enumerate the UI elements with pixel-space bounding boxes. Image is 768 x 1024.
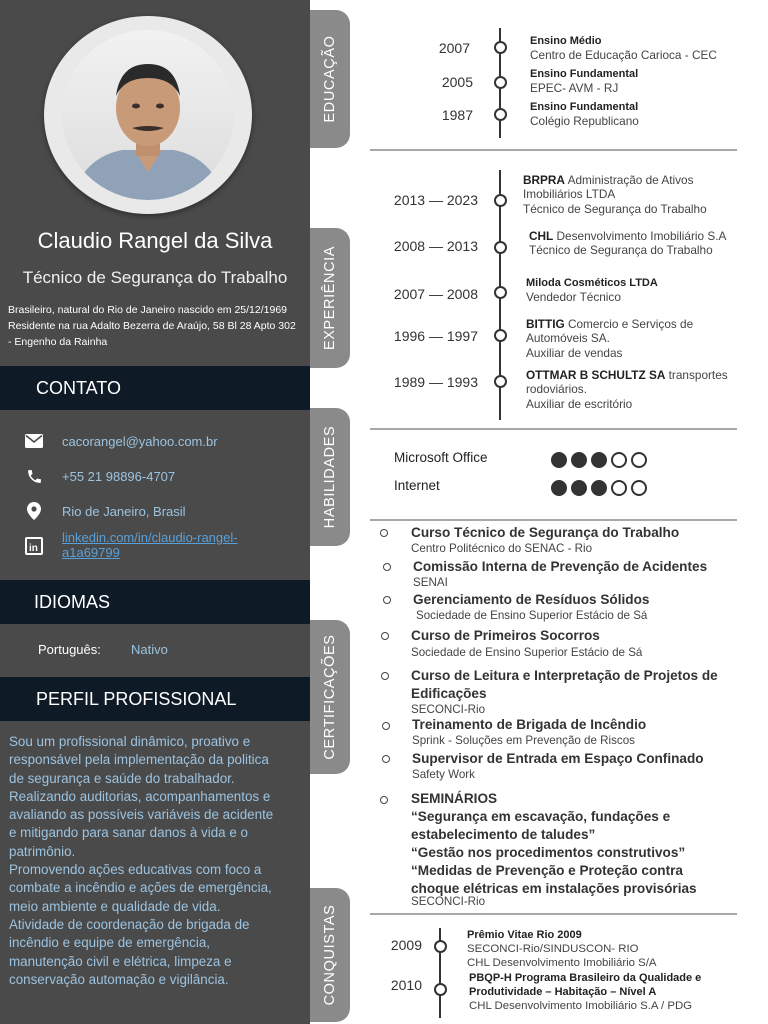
language-label: Português: (38, 642, 101, 657)
timeline-node (494, 286, 507, 299)
seminars-title: SEMINÁRIOS (411, 791, 498, 806)
education-school: Centro de Educação Carioca - CEC (530, 48, 717, 63)
education-title: Ensino Médio (530, 35, 602, 47)
linkedin-line: a1a69799 (62, 545, 120, 560)
tab-experience-label: EXPERIÊNCIA (322, 245, 338, 351)
profile-line: Promovendo ações educativas com foco a (9, 862, 262, 878)
contact-linkedin-row[interactable] (24, 530, 304, 564)
seminar-line: choque elétricas em instalações provisórias (411, 881, 697, 896)
envelope-icon (24, 431, 44, 451)
experience-years: 2008 — 2013 (393, 238, 478, 254)
skill-dot-filled (591, 480, 607, 496)
experience-company: Miloda Cosméticos LTDA (526, 277, 658, 289)
experience-company: CHL (529, 229, 554, 243)
skill-level-dots (551, 480, 647, 496)
experience-company: BITTIG (526, 317, 565, 331)
education-school: Colégio Republicano (530, 114, 639, 129)
contact-linkedin-link[interactable] (62, 530, 238, 560)
certification-issuer: SECONCI-Rio (411, 703, 486, 716)
experience-line: rodoviários. (526, 382, 587, 397)
experience-entry (526, 317, 746, 360)
seminars-issuer: SECONCI-Rio (411, 895, 486, 908)
person-name: Claudio Rangel da Silva (37, 228, 273, 253)
certification-title-cont: Edificações (411, 686, 487, 701)
tab-skills (310, 408, 350, 546)
profile-line: de segurança e saúde do trabalhador. (9, 770, 235, 786)
profile-line: Atividade de coordenação de brigada de (9, 916, 250, 932)
bullet-icon (381, 632, 389, 640)
certification-issuer: Centro Politécnico do SENAC - Rio (411, 542, 593, 555)
timeline-node (494, 76, 507, 89)
education-entry (530, 34, 750, 63)
sidebar (0, 0, 310, 1024)
skill-dot-empty (611, 452, 627, 468)
timeline-node (434, 983, 447, 996)
experience-line: Técnico de Segurança do Trabalho (523, 201, 707, 216)
contact-heading: CONTATO (0, 366, 310, 410)
profile-line: avaliando as possíveis variáveis de acidente (9, 807, 274, 823)
experience-entry (526, 368, 746, 411)
profile-photo (62, 30, 234, 200)
skill-dot-empty (631, 452, 647, 468)
certification-title: Curso Técnico de Segurança do Trabalho (411, 525, 680, 540)
experience-line: Administração de Ativos (567, 173, 694, 187)
certification-title: Treinamento de Brigada de Incêndio (412, 717, 647, 732)
tab-skills-label: HABILIDADES (322, 425, 338, 529)
contact-email[interactable]: cacorangel@yahoo.com.br (62, 433, 218, 449)
bullet-icon (381, 672, 389, 680)
person-role: Técnico de Segurança do Trabalho (22, 268, 288, 287)
bio-line: - Engenho da Rainha (8, 336, 108, 348)
experience-years: 2013 — 2023 (393, 192, 478, 208)
bullet-icon (382, 755, 390, 763)
profile-line: incêndio e equipe de emergência, (9, 935, 211, 951)
timeline-node (494, 329, 507, 342)
certification-issuer: Sociedade de Ensino Superior Estácio de Sá (411, 646, 643, 659)
bullet-icon (380, 529, 388, 537)
section-divider (370, 149, 737, 151)
experience-years: 1996 — 1997 (393, 328, 478, 344)
section-divider (370, 428, 737, 430)
experience-line: Auxiliar de escritório (526, 396, 633, 411)
seminar-line: “Medidas de Prevenção e Proteção contra (411, 863, 683, 878)
achievement-year: 2009 (390, 937, 422, 953)
certification-issuer: Safety Work (412, 768, 475, 781)
contact-location: Rio de Janeiro, Brasil (62, 503, 186, 519)
experience-line: Desenvolvimento Imobiliário S.A (556, 229, 727, 243)
languages-heading: IDIOMAS (0, 580, 310, 624)
contact-email-row[interactable] (24, 431, 304, 451)
section-divider (370, 519, 737, 521)
timeline-node (494, 241, 507, 254)
experience-line: Automóveis SA. (526, 331, 610, 346)
certification-issuer: Sociedade de Ensino Superior Estácio de Sá (416, 609, 648, 622)
experience-company: OTTMAR B SCHULTZ SA (526, 368, 666, 382)
experience-line: transportes (668, 368, 728, 382)
seminar-line: “Gestão nos procedimentos construtivos” (411, 845, 686, 860)
education-title: Ensino Fundamental (530, 101, 639, 113)
tab-certifications-label: CERTIFICAÇÕES (322, 634, 338, 760)
profile-line: e mitigando para sanar danos à vida e o (9, 825, 248, 841)
map-pin-icon (24, 501, 44, 521)
person-bio (8, 302, 304, 350)
linkedin-line: linkedin.com/in/claudio-rangel- (62, 530, 238, 545)
bullet-icon (382, 722, 390, 730)
certification-title: Curso de Leitura e Interpretação de Projetos de (411, 668, 718, 683)
achievement-title-cont: Produtividade – Habitação – Nível A (469, 986, 657, 998)
experience-line: Técnico de Segurança do Trabalho (529, 243, 713, 258)
profile-heading: PERFIL PROFISSIONAL (0, 677, 310, 721)
education-entry (530, 67, 750, 96)
tab-education-label: EDUCAÇÃO (322, 35, 338, 123)
experience-line: Auxiliar de vendas (526, 345, 623, 360)
timeline-node (434, 940, 447, 953)
certification-issuer: Sprink - Soluções em Prevenção de Riscos (412, 734, 635, 747)
achievement-line: SECONCI-Rio/SINDUSCON- RIO (467, 943, 639, 955)
tab-certifications (310, 620, 350, 774)
experience-line: Comercio e Serviços de (567, 317, 694, 331)
achievement-line: CHL Desenvolvimento Imobiliário S.A / PDG (469, 1000, 693, 1012)
certification-issuer: SENAI (413, 576, 448, 589)
timeline-node (494, 108, 507, 121)
profile-line: Sou um profissional dinâmico, proativo e (9, 734, 251, 749)
experience-years: 2007 — 2008 (393, 286, 478, 302)
skill-dot-filled (571, 480, 587, 496)
achievement-entry (469, 971, 749, 1013)
profile-line: combate a incêndio e ações de emergência, (9, 880, 272, 896)
skill-dot-filled (571, 452, 587, 468)
education-year: 1987 (441, 107, 473, 123)
certification-title: Gerenciamento de Resíduos Sólidos (413, 592, 650, 607)
seminars-block (411, 790, 741, 898)
profile-photo-frame (44, 16, 252, 214)
bullet-icon (380, 796, 388, 804)
seminar-line: “Segurança em escavação, fundações e (411, 809, 671, 824)
experience-entry (529, 229, 749, 258)
profile-text (9, 733, 305, 989)
achievement-title: PBQP-H Programa Brasileiro da Qualidade e (469, 972, 702, 984)
achievement-title: Prêmio Vitae Rio 2009 (467, 929, 582, 941)
bullet-icon (383, 563, 391, 571)
tab-achievements-label: CONQUISTAS (322, 904, 338, 1006)
section-divider (370, 913, 737, 915)
certification-title: Supervisor de Entrada em Espaço Confinado (412, 751, 704, 766)
achievement-line: CHL Desenvolvimento Imobiliário S/A (467, 957, 657, 969)
skill-level-dots (551, 452, 647, 468)
skill-dot-empty (631, 480, 647, 496)
seminar-line: estabelecimento de taludes” (411, 827, 596, 842)
tab-achievements (310, 888, 350, 1022)
bullet-icon (383, 596, 391, 604)
certification-title: Curso de Primeiros Socorros (411, 628, 600, 643)
skill-dot-filled (551, 480, 567, 496)
contact-phone[interactable]: +55 21 98896-4707 (62, 468, 176, 484)
skill-name: Internet (394, 478, 440, 493)
timeline-node (494, 375, 507, 388)
profile-line: meio ambiente e qualidade de vida. (9, 898, 221, 914)
skill-name: Microsoft Office (394, 450, 488, 465)
profile-line: responsável pela implementação da politica (9, 752, 269, 768)
experience-line: Vendedor Técnico (526, 290, 621, 305)
education-entry (530, 100, 750, 129)
education-year: 2007 (438, 40, 470, 56)
experience-entry (523, 173, 743, 216)
profile-line: patrimônio. (9, 843, 76, 859)
phone-icon (24, 466, 44, 486)
linkedin-icon (24, 536, 44, 556)
experience-years: 1989 — 1993 (393, 374, 478, 390)
tab-experience (310, 228, 350, 368)
contact-phone-row[interactable] (24, 466, 304, 486)
education-school: EPEC- AVM - RJ (530, 81, 619, 96)
experience-line: Imobiliários LTDA (523, 187, 616, 202)
timeline-node (494, 194, 507, 207)
profile-line: conservação automação e vigilância. (9, 971, 229, 987)
skill-dot-filled (591, 452, 607, 468)
education-title: Ensino Fundamental (530, 68, 639, 80)
svg-text:in: in (29, 543, 38, 554)
skill-dot-filled (551, 452, 567, 468)
language-level: Nativo (131, 642, 168, 657)
certification-title: Comissão Interna de Prevenção de Acidentes (413, 559, 708, 574)
tab-education (310, 10, 350, 148)
bio-line: Brasileiro, natural do Rio de Janeiro nascido em 25/12/1969 (8, 304, 288, 316)
contact-location-row (24, 501, 304, 521)
bio-line: Residente na rua Adalto Bezerra de Araújo, 58 Bl 28 Apto 302 (8, 320, 296, 332)
skill-dot-empty (611, 480, 627, 496)
experience-entry (526, 276, 746, 305)
achievement-year: 2010 (390, 977, 422, 993)
timeline-node (494, 41, 507, 54)
profile-line: manutenção civil e elétrica, limpeza e (9, 953, 232, 969)
education-year: 2005 (441, 74, 473, 90)
profile-line: Realizando auditorias, acompanhamentos e (9, 788, 271, 804)
experience-company: BRPRA (523, 173, 565, 187)
achievement-entry (467, 928, 747, 970)
